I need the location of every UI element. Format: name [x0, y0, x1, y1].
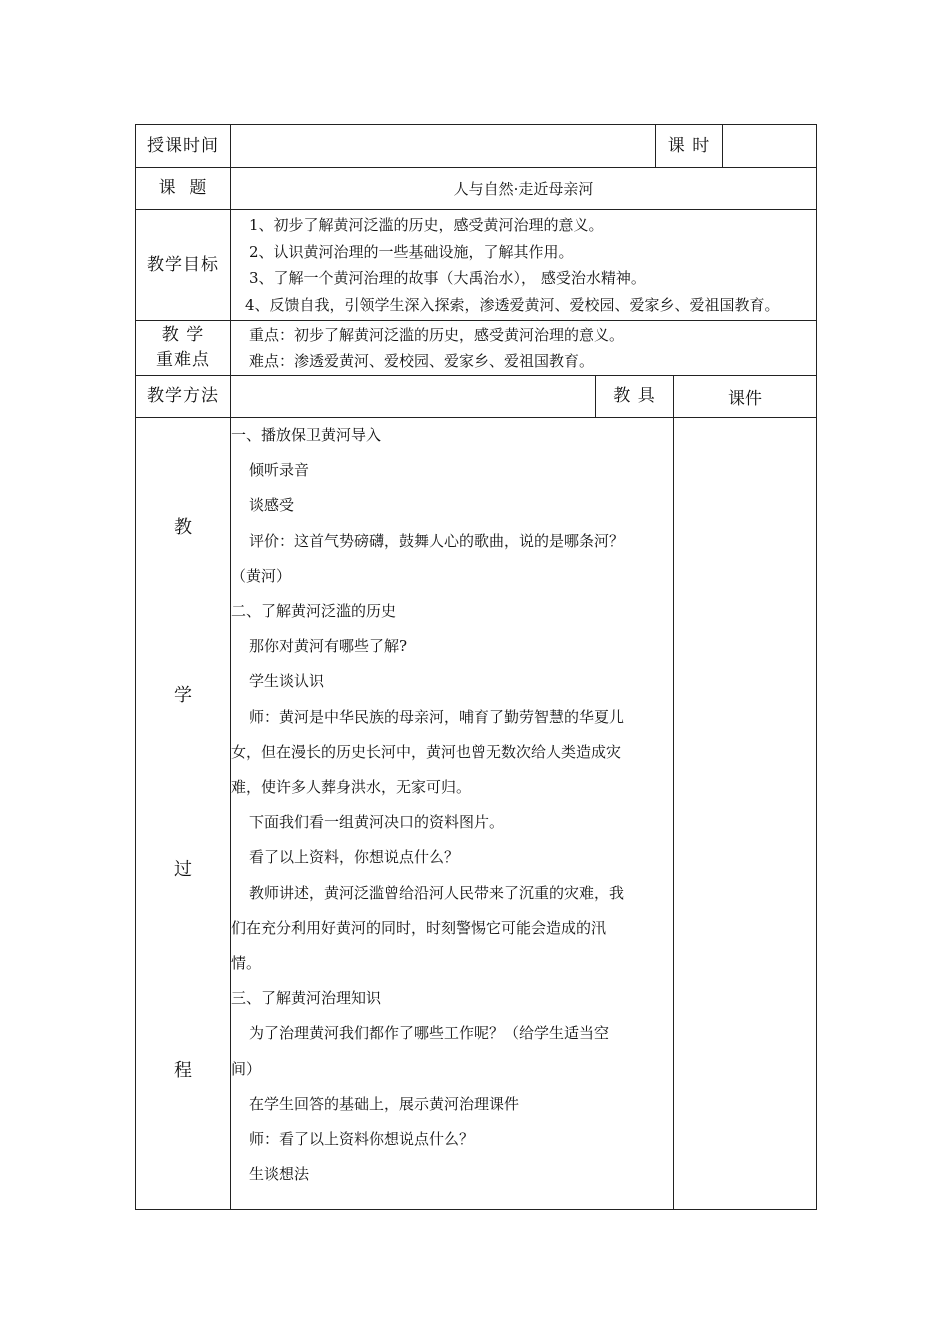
process-line: 二、了解黄河泛滥的历史 [231, 602, 397, 621]
process-line: 教师讲述，黄河泛滥曾给沿河人民带来了沉重的灾难，我 [249, 883, 625, 902]
process-line: 在学生回答的基础上，展示黄河治理课件 [249, 1094, 520, 1113]
goals-list [231, 210, 817, 321]
topic-label: 课 题 [136, 168, 231, 210]
difficult-point: 难点：渗透爱黄河、爱校园、爱家乡、爱祖国教育。 [249, 352, 595, 370]
process-line: 看了以上资料，你想说点什么？ [249, 848, 460, 867]
goal-item-3: 3、了解一个黄河治理的故事（大禹治水）， 感受治水精神。 [249, 269, 646, 287]
process-line: 学生谈认识 [249, 672, 325, 691]
process-line: 生谈想法 [249, 1165, 310, 1184]
key-points-label [136, 321, 231, 376]
process-label-char-4: 程 [174, 1060, 192, 1081]
process-line: 为了治理黄河我们都作了哪些工作呢？（给学生适当空 [249, 1024, 610, 1043]
tools-value: 课件 [674, 376, 817, 418]
goal-item-1: 1、初步了解黄河泛滥的历史，感受黄河治理的意义。 [249, 216, 604, 234]
lesson-plan-table [135, 124, 817, 1210]
time-label: 授课时间 [136, 125, 231, 168]
key-points-label-line2: 重难点 [156, 350, 210, 370]
process-line: （黄河） [231, 566, 292, 585]
goals-row [136, 210, 817, 321]
time-value [231, 125, 656, 168]
process-line: 情。 [231, 954, 262, 973]
process-label-char-2: 学 [174, 685, 192, 706]
time-row [136, 125, 817, 168]
process-label-char-3: 过 [174, 859, 192, 880]
process-line: 三、了解黄河治理知识 [231, 989, 382, 1008]
topic-row [136, 168, 817, 210]
process-line: 谈感受 [249, 496, 295, 515]
key-point: 重点：初步了解黄河泛滥的历史，感受黄河治理的意义。 [249, 325, 625, 344]
methods-label: 教学方法 [136, 376, 231, 418]
methods-row [136, 376, 817, 418]
process-line: 女，但在漫长的历史长河中，黄河也曾无数次给人类造成灾 [231, 742, 622, 761]
process-label [136, 418, 231, 1210]
key-points-row [136, 321, 817, 376]
process-row [136, 418, 817, 1210]
process-line: 难，使许多人葬身洪水，无家可归。 [231, 778, 472, 797]
tools-label: 教 具 [596, 376, 674, 418]
goal-item-4: 4、反馈自我，引领学生深入探索，渗透爱黄河、爱校园、爱家乡、爱祖国教育。 [245, 295, 780, 314]
methods-value [231, 376, 596, 418]
period-value [723, 125, 817, 168]
key-points-content [231, 321, 817, 376]
process-notes [674, 418, 817, 1210]
process-line: 师：看了以上资料你想说点什么？ [249, 1130, 475, 1149]
process-line: 评价：这首气势磅礴，鼓舞人心的歌曲，说的是哪条河？ [249, 531, 625, 550]
goals-label: 教学目标 [136, 210, 231, 321]
process-line: 下面我们看一组黄河决口的资料图片。 [249, 813, 505, 832]
process-line: 一、播放保卫黄河导入 [231, 426, 382, 444]
process-line: 倾听录音 [249, 461, 310, 480]
goal-item-2: 2、认识黄河治理的一些基础设施，了解其作用。 [249, 242, 574, 261]
process-content [231, 418, 674, 1210]
key-points-label-line1: 教 学 [161, 325, 205, 345]
process-line: 那你对黄河有哪些了解? [249, 637, 408, 656]
process-label-char-1: 教 [174, 517, 192, 538]
process-line: 们在充分利用好黄河的同时，时刻警惕它可能会造成的汛 [231, 918, 607, 937]
topic-value: 人与自然·走近母亲河 [231, 168, 817, 210]
process-line: 间） [231, 1059, 262, 1078]
period-label: 课 时 [656, 125, 723, 168]
process-line: 师：黄河是中华民族的母亲河，哺育了勤劳智慧的华夏儿 [249, 707, 625, 726]
